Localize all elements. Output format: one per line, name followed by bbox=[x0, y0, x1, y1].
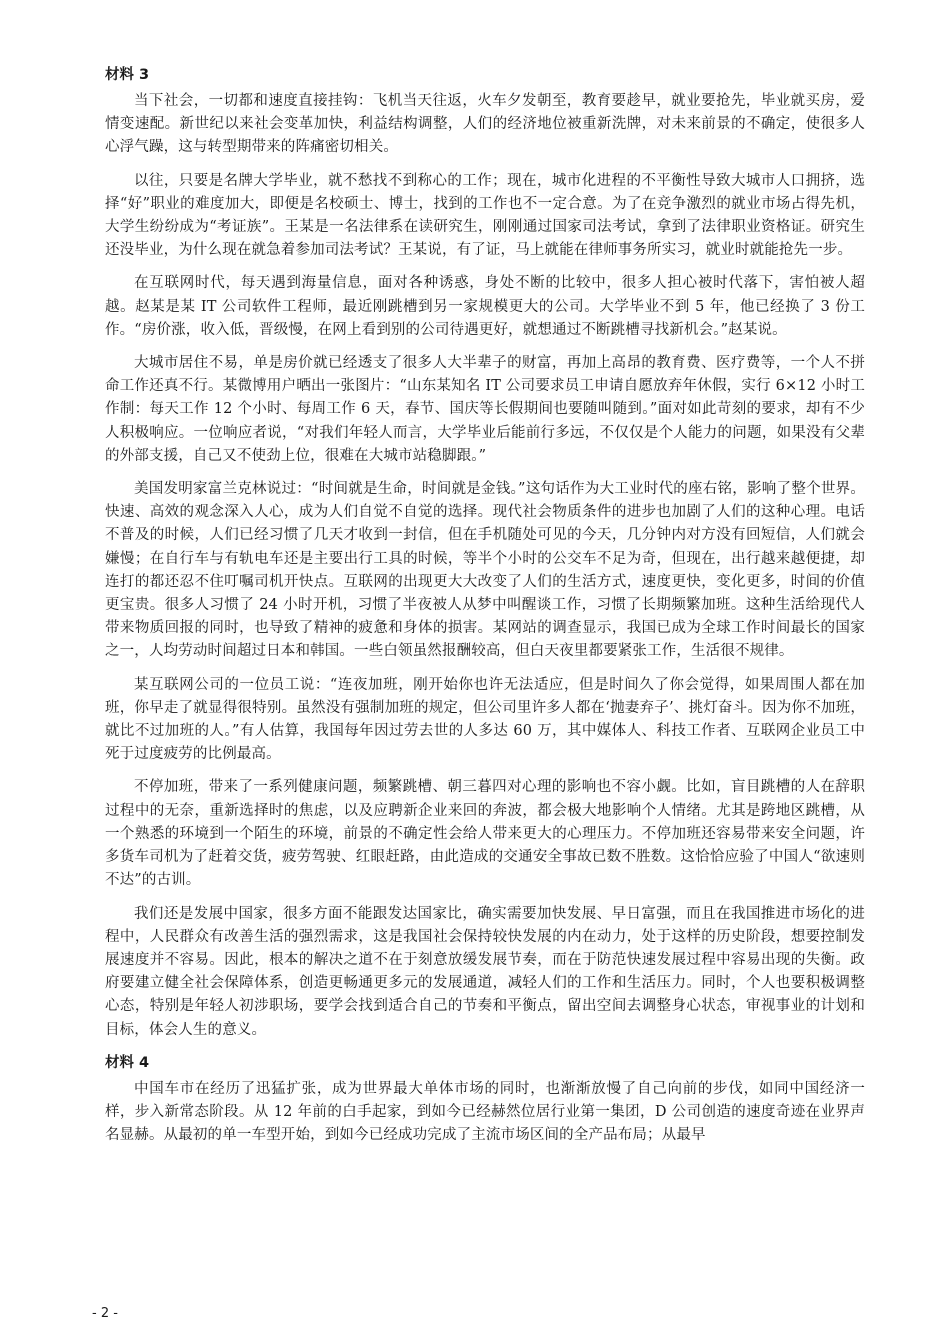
section-3-paragraph-6: 某互联网公司的一位员工说：“连夜加班，刚开始你也许无法适应，但是时间久了你会觉得，如果周围人都在加班，你早走了就显得很特别。虽然没有强制加班的规定，但公司里许多人都在‘抛妻弃子’、挑灯奋斗。因为你不加班，就比不过加班的人。”有人估算，我国每年因过劳去世的人多达 60 万，其中媒体人、科技工作者、互联网企业员工中死于过度疲劳的比例最高。 bbox=[105, 676, 865, 763]
section-3-paragraph-1: 当下社会，一切都和速度直接挂钩：飞机当天往返，火车夕发朝至，教育要趁早，就业要抢先，毕业就买房，爱情变速配。新世纪以来社会变革加快，利益结构调整，人们的经济地位被重新洗牌，对未来前景的不确定，使很多人心浮气躁，这与转型期带来的阵痛密切相关。 bbox=[105, 93, 865, 156]
section-3-heading: 材料 3 bbox=[105, 67, 150, 83]
section-4-heading: 材料 4 bbox=[105, 1054, 150, 1071]
section-3-paragraph-3: 在互联网时代，每天遇到海量信息，面对各种诱惑，身处不断的比较中，很多人担心被时代落下，害怕被人超越。赵某是某 IT 公司软件工程师，最近刚跳槽到另一家规模更大的公司。大学毕业不到 5 年，他已经换了 3 份工作。“房价涨，收入低，晋级慢，在网上看到别的公司待遇更好，就想通过不断跳槽寻找新机会。”赵某说。 bbox=[105, 275, 865, 338]
page-number: - 2 - bbox=[92, 1306, 118, 1321]
section-3-paragraph-2: 以往，只要是名牌大学毕业，就不愁找不到称心的工作；现在，城市化进程的不平衡性导致大城市人口拥挤，选择“好”职业的难度加大，即便是名校硕士、博士，找到的工作也不一定合意。为了在竞争激烈的就业市场占得先机，大学生纷纷成为“考证族”。王某是一名法律系在读研究生，刚刚通过国家司法考试，拿到了法律职业资格证。研究生还没毕业，为什么现在就急着参加司法考试？王某说，有了证，马上就能在律师事务所实习，就业时就能抢先一步。 bbox=[105, 172, 865, 259]
section-4-paragraph-1: 中国车市在经历了迅猛扩张，成为世界最大单体市场的同时，也渐渐放慢了自己向前的步伐，如同中国经济一样，步入新常态阶段。从 12 年前的白手起家，到如今已经赫然位居行业第一集团，D 公司创造的速度奇迹在业界声名显赫。从最初的单一车型开始，到如今已经成功完成了主流市场区间的全产品布局；从最早 bbox=[105, 1080, 865, 1144]
section-3-paragraph-4: 大城市居住不易，单是房价就已经透支了很多人大半辈子的财富，再加上高昂的教育费、医疗费等，一个人不拼命工作还真不行。某微博用户晒出一张图片：“山东某知名 IT 公司要求员工申请自愿放弃年休假，实行 6×12 小时工作制：每天工作 12 个小时、每周工作 6 天，春节、国庆等长假期间也要随叫随到。”面对如此苛刻的要求，却有不少人积极响应。一位响应者说，“对我们年轻人而言，大学毕业后能前行多远，不仅仅是个人能力的问题，如果没有父辈的外部支援，自己又不使劲上位，很难在大城市站稳脚跟。” bbox=[105, 355, 865, 464]
section-3-paragraph-5: 美国发明家富兰克林说过：“时间就是生命，时间就是金钱。”这句话作为大工业时代的座右铭，影响了整个世界。快速、高效的观念深入人心，成为人们自觉不自觉的选择。现代社会物质条件的进步也加剧了人们的这种心理。电话不普及的时候，人们已经习惯了几天才收到一封信，但在手机随处可见的今天，几分钟内对方没有回短信，人们就会嫌慢；在自行车与有轨电车还是主要出行工具的时候，等半个小时的公交车不足为奇，但现在，出行越来越便捷，却连打的都还忍不住叮嘱司机开快点。互联网的出现更大大改变了人们的生活方式，速度更快，变化更多，时间的价值更宝贵。很多人习惯了 24 小时开机，习惯了半夜被人从梦中叫醒谈工作，习惯了长期频繁加班。这种生活给现代人带来物质回报的同时，也导致了精神的疲惫和身体的损害。某网站的调查显示，我国已成为全球工作时间最长的国家之一，人均劳动时间超过日本和韩国。一些白领虽然报酬较高，但白天夜里都要紧张工作，生活很不规律。 bbox=[105, 481, 865, 660]
document-body bbox=[105, 64, 865, 1157]
section-3-paragraph-8: 我们还是发展中国家，很多方面不能跟发达国家比，确实需要加快发展、早日富强，而且在我国推进市场化的进程中，人民群众有改善生活的强烈需求，这是我国社会保持较快发展的内在动力，处于这样的历史阶段，想要控制发展速度并不容易。因此，根本的解决之道不在于刻意放缓发展节奏，而在于防范快速发展过程中容易出现的失衡。政府要建立健全社会保障体系，创造更畅通更多元的发展通道，减轻人们的工作和生活压力。同时，个人也要积极调整心态，特别是年轻人初涉职场，要学会找到适合自己的节奏和平衡点，留出空间去调整身心状态，审视事业的计划和目标，体会人生的意义。 bbox=[105, 905, 865, 1038]
section-3-paragraph-7: 不停加班，带来了一系列健康问题，频繁跳槽、朝三暮四对心理的影响也不容小觑。比如，盲目跳槽的人在辞职过程中的无奈，重新选择时的焦虑，以及应聘新企业来回的奔波，都会极大地影响个人情绪。尤其是跨地区跳槽，从一个熟悉的环境到一个陌生的环境，前景的不确定性会给人带来更大的心理压力。不停加班还容易带来安全问题，许多货车司机为了赶着交货，疲劳驾驶、红眼赶路，由此造成的交通安全事故已数不胜数。这恰恰应验了中国人“欲速则不达”的古训。 bbox=[105, 779, 865, 889]
